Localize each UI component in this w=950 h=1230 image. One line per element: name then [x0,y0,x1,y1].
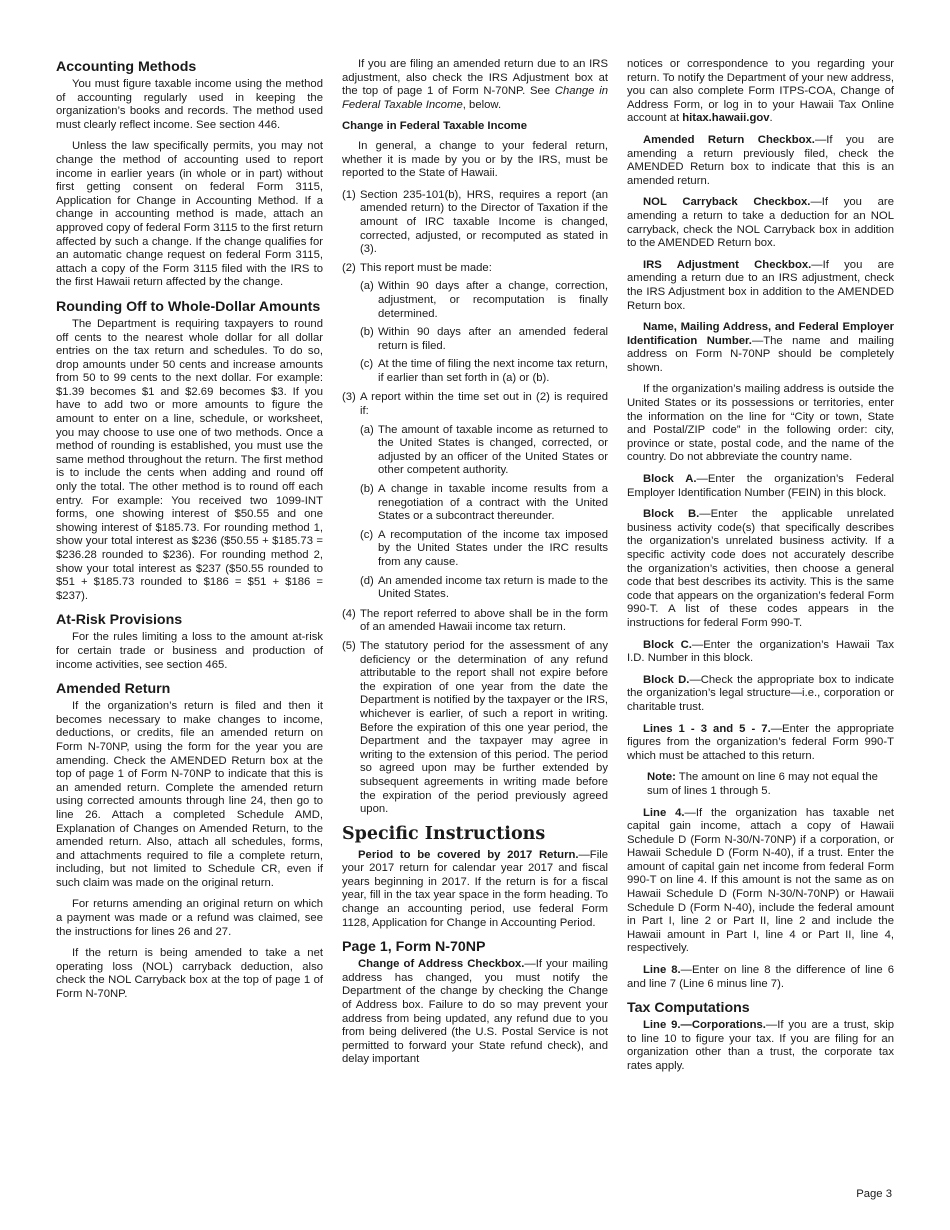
irs-adjustment-italic-ref: Change in Federal Taxable Income [342,85,608,111]
change-of-address-continued [627,58,894,126]
sub-list-marker: (b) [360,483,374,496]
rounding-heading: Rounding Off to Whole-Dollar Amounts [56,298,321,315]
line-8-para [627,964,894,991]
block-a-lead: Block A. [643,473,697,486]
change-of-address-lead: Change of Address Checkbox. [358,958,525,971]
sub-list-text: A change in taxable income results from a renegotiation of a contract with the United States or a subcontract thereunder. [378,483,608,523]
column-1 [56,58,323,1010]
sub-list [342,280,608,385]
list-marker: (3) [342,391,356,404]
accounting-methods-heading: Accounting Methods [56,59,197,75]
block-a-text: —Enter the organization’s Federal Employer Identification Number (FEIN) in this block. [627,473,894,499]
change-federal-income-para: In general, a change to your federal return, whether it is made by you or by the IRS, must be reported to the State of Hawaii. [342,139,608,180]
irs-adjustment-checkbox-para [627,259,894,313]
change-of-address-para [342,958,608,1067]
sub-list-text: At the time of filing the next income tax return, if earlier than set forth in (a) or (b). [378,358,608,384]
block-c-lead: Block C. [643,638,692,651]
amended-checkbox-text: —If you are amending a return previously filed, check the AMENDED Return box to indicate that this is an amended return. [627,133,894,187]
list-item [342,189,608,257]
sub-list-item [342,575,608,602]
line-4-para [627,807,894,957]
block-d-text: —Check the appropriate box to indicate the organization’s legal structure—i.e., corporation or charitable trust. [627,673,894,713]
column-3 [627,58,894,1082]
accounting-methods-para-1: You must figure taxable income using the method of accounting regularly used in keeping the organization’s books and records. The method used must clearly reflect income. See section 446. [56,78,323,131]
specific-instructions-heading: Specific Instructions [342,823,546,844]
list-item [342,640,608,817]
sub-list-marker: (c) [360,358,374,371]
block-b-text: —Enter the applicable unrelated business activity code(s) that specifically describes the organization’s unrelated business activity. If a specific activity code does not accurately describe the organization’s activities, then choose a general code that best describes its activity. This is the same code that appears on the organization’s federal Form 990-T. A list of these codes appears in the instructions for federal Form 990-T. [627,508,894,629]
list-item [342,262,608,386]
block-c-para [627,639,894,666]
list-text: This report must be made: [360,261,492,274]
list-text: A report within the time set out in (2) is required if: [360,391,608,418]
line-9-para [627,1019,894,1073]
page-number: Page 3 [856,1188,892,1200]
list-marker: (1) [342,188,356,201]
sub-list-marker: (a) [360,280,374,293]
list-text: Section 235-101(b), HRS, requires a report (an amended return) to the Director of Taxation if the amount of IRC taxable Income is changed, corrected, adjusted, or recomputed as stated in (3). [360,188,608,256]
amended-return-para-1: If the organization’s return is filed and then it becomes necessary to make changes to income, deductions, or credits, file an amended return on Form N-70NP, using the form for the year you are amending. Check the AMENDED Return box at the top of page 1 of Form N-70NP to indicate that this is an amended return. Complete the amended return using corrected amounts through line 24, then go to line 26. Attach a completed Schedule AMD, Explanation of Changes on Amended Return, to the amended return. Also, attach all schedules, forms, and attachments required to file a complete return, including, but not limited to Schedule CR, even if such claim was made on the original return. [56,700,323,889]
list-item [342,608,608,635]
sub-list-text: Within 90 days after an amended federal return is filed. [378,326,608,352]
amended-return-para-3: If the return is being amended to take a net operating loss (NOL) carryback deduction, also check the NOL Carryback box at the top of page 1 of Form N-70NP. [56,947,323,1001]
sub-list-item [342,326,608,353]
name-address-fein-text: —The name and mailing address on Form N-70NP should be completely shown. [627,334,894,374]
block-c-text: —Enter the organization’s Hawaii Tax I.D. Number in this block. [627,638,894,665]
accounting-methods-para-2: Unless the law specifically permits, you may not change the method of accounting used to report income in earlier years (in whole or in part) without first getting consent on federal Form 3115, Application for Change in Accounting Method. If a change in accounting method is made, attach an approved copy of federal Form 3115 to the first return affected by such a change. If the change qualifies for an automatic change request on federal Form 3115, attach a copy of the Form 3115 filed with the IRS to the first Hawaii return affected by the change. [56,140,323,289]
irs-adjustment-para [342,58,608,112]
foreign-address-para: If the organization’s mailing address is outside the United States or its possessions or territories, enter the information on the line for “City or town, State and Postal/ZIP code” in the following order: city, province or state, postal code, and the name of the country. Do not abbreviate the country name. [627,383,894,464]
irs-adjustment-checkbox-lead: IRS Adjustment Checkbox. [643,258,812,271]
name-address-fein-para [627,321,894,375]
sub-list-text: A recomputation of the income tax imposed by the United States under the IRC results from any cause. [378,528,608,568]
list-marker: (4) [342,607,356,620]
nol-checkbox-lead: NOL Carryback Checkbox. [643,196,811,209]
irs-adjustment-checkbox-text: —If you are amending a return due to an IRS adjustment, check the IRS Adjustment box in addition to the AMENDED Return box. [627,258,894,312]
sub-list-marker: (b) [360,326,374,339]
line-8-text: —Enter on line 8 the difference of line 6 and line 7 (Line 6 minus line 7). [627,964,894,990]
coa-continued-text-b: . [769,112,773,125]
block-d-para [627,674,894,715]
period-covered-para [342,849,608,931]
line-4-lead: Line 4. [643,806,685,819]
note-text: The amount on line 6 may not equal the sum of lines 1 through 5. [647,771,878,797]
line-4-text: —If the organization has taxable net capital gain income, attach a copy of Hawaii Schedule D (Form N-30/N-70NP) if a corporation, or Hawaii Schedule D (Form N-40), if a trust. Enter the amount of capital gain net income from federal Form 990-T on line 4. If this amount is not the same as on Hawaii Schedule D (Form N-30/N-70NP) or Hawaii Schedule D (Form N-40), include the federal amount in Part I, line 2 or Part II, line 2 and include the Hawaii amount in Part I, line 4 or Part II, line 4, respectively. [627,806,894,955]
at-risk-para-1: For the rules limiting a loss to the amount at-risk for certain trade or business and production of income activities, see section 465. [56,631,323,671]
amended-checkbox-lead: Amended Return Checkbox. [643,133,815,146]
line-9-text: —If you are a trust, skip to line 10 to figure your tax. If you are filing for an organization other than a trust, the corporate tax rates apply. [627,1019,894,1072]
change-of-address-text: —If your mailing address has changed, you must notify the Department of the change by checking the Change of Address box. Failure to do so may prevent your address from being updated, any refund due to you from being delivered (the U.S. Postal Service is not permitted to forward your State refund check), and delay important [342,958,608,1066]
lines-1-7-para [627,723,894,764]
irs-adjustment-text-b: , below. [462,98,502,111]
line-8-lead: Line 8. [643,964,681,977]
list-item [342,391,608,601]
period-covered-text: —File your 2017 return for calendar year 2017 and fiscal years beginning in 2017. If the return is for a fiscal year, fill in the tax year space in the form heading. To change an accounting period, use federal Form 1128, Application for Change in Accounting Period. [342,848,608,929]
irs-adjustment-text-a: If you are filing an amended return due to an IRS adjustment, also check the IRS Adjustment box at the top of page 1 of Form N-70NP. See [342,58,608,98]
rounding-para-1: The Department is requiring taxpayers to round off cents to the nearest whole dollar for all dollar entries on the tax return and schedules. To do so, drop amounts under 50 cents and increase amounts from 50 to 99 cents to the next dollar. For example: $1.39 becomes $1 and $2.69 becomes $3. If you have to add two or more amounts to figure the amount to enter on a line, schedule, or worksheet, you may choose to use one of two methods. Once a method of rounding is established, you must use the same method throughout the return. The first method is to include the cents when adding and round off only the total. The other method is to round off each entry. For example: You received two 1099-INT forms, one showing interest of $50.55 and one showing interest of $185.73. For rounding method 1, show your total interest as $236 ($50.55 + $185.73 = $236.28 rounded to $236). For rounding method 2, show your total interest as $237 ($50.55 rounded to $51 + $185.73 rounded to $186 = $51 + $186 = $237). [56,317,323,602]
sub-list-item [342,483,608,524]
sub-list-item [342,529,608,570]
list-text: The statutory period for the assessment of any deficiency or the determination of any refund attributable to the report shall not expire before the expiration of one year from the date the Department is notified by the taxpayer or the IRS, whichever is earlier, of such a report in writing. Before the expiration of this one year period, the Department and the taxpayer may agree in writing to the extension of this period. The period so agreed upon may be further extended by subsequent agreements in writing made before the expiration of the period previously agreed upon. [360,639,608,816]
amended-return-para-2: For returns amending an original return on which a payment was made or a refund was claimed, see the instructions for lines 26 and 27. [56,898,323,938]
hitax-link[interactable]: hitax.hawaii.gov [682,112,770,125]
column-2 [342,58,608,1075]
list-marker: (2) [342,261,356,274]
name-address-fein-lead: Name, Mailing Address, and Federal Employer Identification Number. [627,321,894,347]
list-marker: (5) [342,639,356,652]
block-b-para [627,508,894,630]
note-lead: Note: [647,771,676,784]
line-9-lead: Line 9.—Corporations. [643,1019,766,1032]
nol-checkbox-text: —If you are amending a return to take a deduction for an NOL carryback, check the NOL Carryback box in addition to the AMENDED Return box. [627,196,894,250]
sub-list-marker: (d) [360,574,374,587]
sub-list-marker: (c) [360,528,374,541]
sub-list-text: An amended income tax return is made to the United States. [378,574,608,601]
sub-list-item [342,358,608,385]
lines-1-7-lead: Lines 1 - 3 and 5 - 7. [643,722,771,735]
amended-return-heading: Amended Return [56,681,171,698]
list-text: The report referred to above shall be in the form of an amended Hawaii income tax return. [360,607,608,634]
block-b-lead: Block B. [643,508,700,521]
period-covered-lead: Period to be covered by 2017 Return. [358,848,579,861]
nol-checkbox-para [627,196,894,250]
block-a-para [627,473,894,500]
sub-list-item [342,280,608,321]
tax-computations-heading: Tax Computations [627,1000,750,1017]
lines-1-7-text: —Enter the appropriate figures from the organization’s federal Form 990-T which must be attached to this return. [627,722,894,762]
change-federal-income-heading: Change in Federal Taxable Income [342,120,527,133]
at-risk-heading: At-Risk Provisions [56,612,183,629]
sub-list [342,424,608,602]
coa-continued-text-a: notices or correspondence to you regarding your return. To notify the Department of your new address, you can also complete Form ITPS-COA, Change of Address Form, or log in to your Hawaii Tax Online account at [627,58,894,125]
sub-list-text: The amount of taxable income as returned to the United States is changed, corrected, or adjusted by an officer of the United States or other competent authority. [378,423,608,477]
page1-form-heading: Page 1, Form N-70NP [342,939,486,956]
numbered-list [342,189,608,817]
sub-list-text: Within 90 days after a change, correction, adjustment, or recomputation is finally determined. [378,280,608,320]
sub-list-item [342,424,608,478]
amended-checkbox-para [627,134,894,188]
block-d-lead: Block D. [643,673,690,686]
note-block [627,771,894,798]
sub-list-marker: (a) [360,423,374,436]
